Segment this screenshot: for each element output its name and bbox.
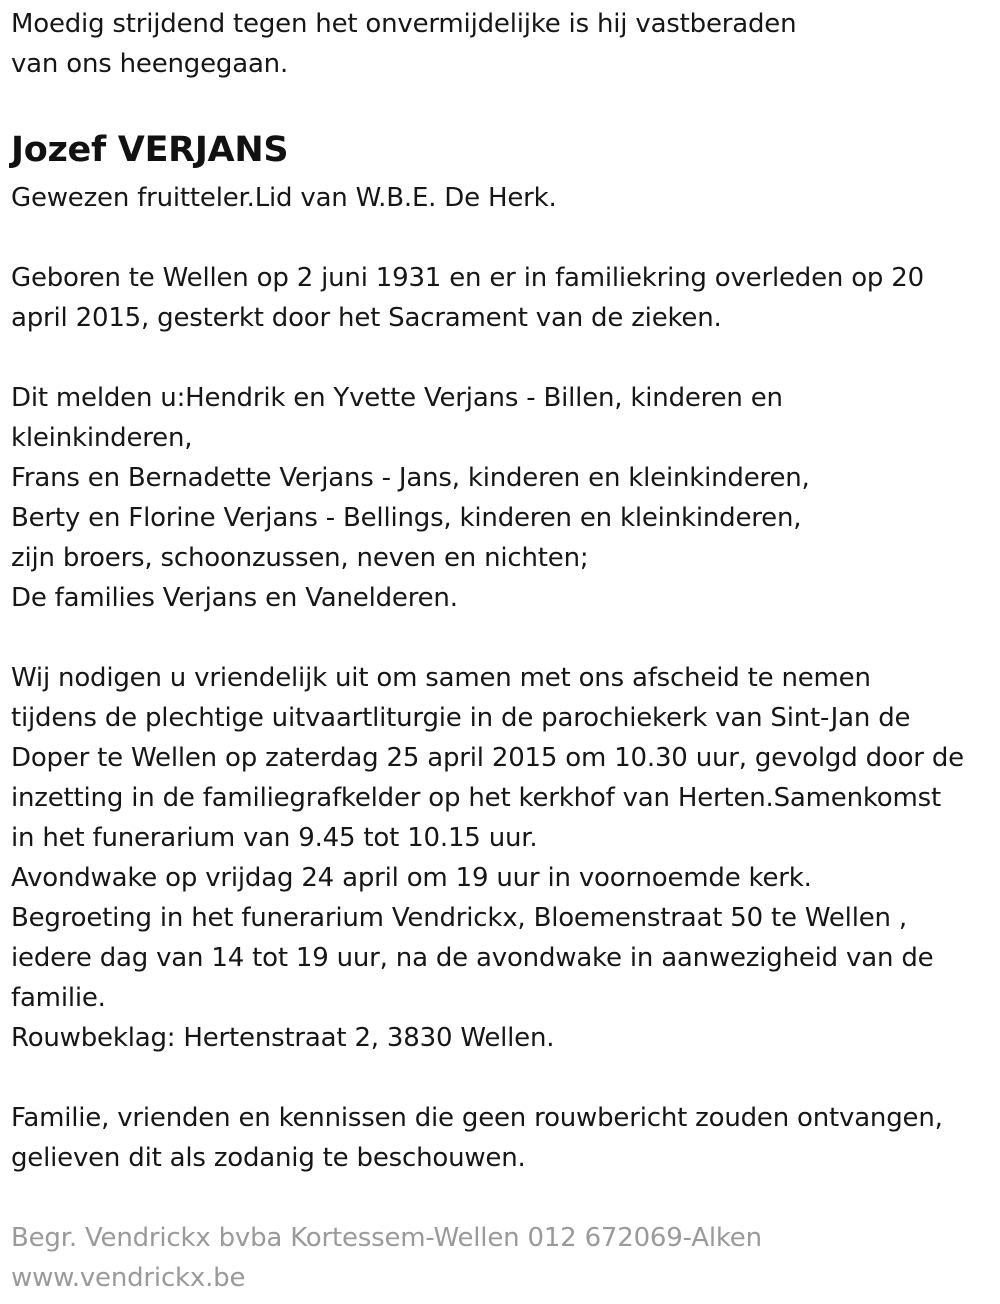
paragraph-gap (11, 218, 996, 258)
birth-section (11, 258, 996, 338)
birth-line: april 2015, gesterkt door het Sacrament van de zieken. (11, 303, 722, 333)
birth-line: Geboren te Wellen op 2 juni 1931 en er in familiekring overleden op 20 (11, 263, 924, 293)
ceremony-section (11, 658, 996, 1058)
ceremony-line: Wij nodigen u vriendelijk uit om samen met ons afscheid te nemen (11, 663, 871, 693)
paragraph-gap (11, 1178, 996, 1218)
closing-line: Familie, vrienden en kennissen die geen rouwbericht zouden ontvangen, (11, 1103, 943, 1133)
ceremony-line: Doper te Wellen op zaterdag 25 april 2015 om 10.30 uur, gevolgd door de (11, 743, 964, 773)
ceremony-line: tijdens de plechtige uitvaartliturgie in de parochiekerk van Sint-Jan de (11, 703, 911, 733)
family-line: Dit melden u:Hendrik en Yvette Verjans - Billen, kinderen en (11, 383, 783, 413)
family-section (11, 378, 996, 618)
family-line: Frans en Bernadette Verjans - Jans, kinderen en kleinkinderen, (11, 463, 810, 493)
paragraph-gap (11, 338, 996, 378)
paragraph-gap (11, 618, 996, 658)
closing-line: gelieven dit als zodanig te beschouwen. (11, 1143, 526, 1173)
closing-section (11, 1098, 996, 1178)
ceremony-line: iedere dag van 14 tot 19 uur, na de avondwake in aanwezigheid van de (11, 943, 934, 973)
ceremony-line: Begroeting in het funerarium Vendrickx, Bloemenstraat 50 te Wellen , (11, 903, 907, 933)
funeral-home-footer (11, 1218, 996, 1298)
obituary-notice (11, 4, 996, 1298)
family-line: zijn broers, schoonzussen, neven en nichten; (11, 543, 589, 573)
ceremony-line: Rouwbeklag: Hertenstraat 2, 3830 Wellen. (11, 1023, 555, 1053)
intro-line: Moedig strijdend tegen het onvermijdelijke is hij vastberaden (11, 9, 797, 39)
funeral-home-website[interactable]: www.vendrickx.be (11, 1263, 246, 1293)
deceased-name: Jozef VERJANS (11, 130, 289, 170)
ceremony-line: familie. (11, 983, 106, 1013)
family-line: Berty en Florine Verjans - Bellings, kinderen en kleinkinderen, (11, 503, 802, 533)
deceased-subtitle: Gewezen fruitteler.Lid van W.B.E. De Herk. (11, 183, 557, 213)
ceremony-line: inzetting in de familiegrafkelder op het kerkhof van Herten.Samenkomst (11, 783, 941, 813)
ceremony-line: Avondwake op vrijdag 24 april om 19 uur in voornoemde kerk. (11, 863, 812, 893)
intro-section (11, 4, 996, 84)
ceremony-line: in het funerarium van 9.45 tot 10.15 uur. (11, 823, 538, 853)
intro-line: van ons heengegaan. (11, 49, 289, 79)
family-line: kleinkinderen, (11, 423, 193, 453)
family-line: De families Verjans en Vanelderen. (11, 583, 458, 613)
funeral-home-info: Begr. Vendrickx bvba Kortessem-Wellen 012 672069-Alken (11, 1223, 762, 1253)
paragraph-gap (11, 1058, 996, 1098)
